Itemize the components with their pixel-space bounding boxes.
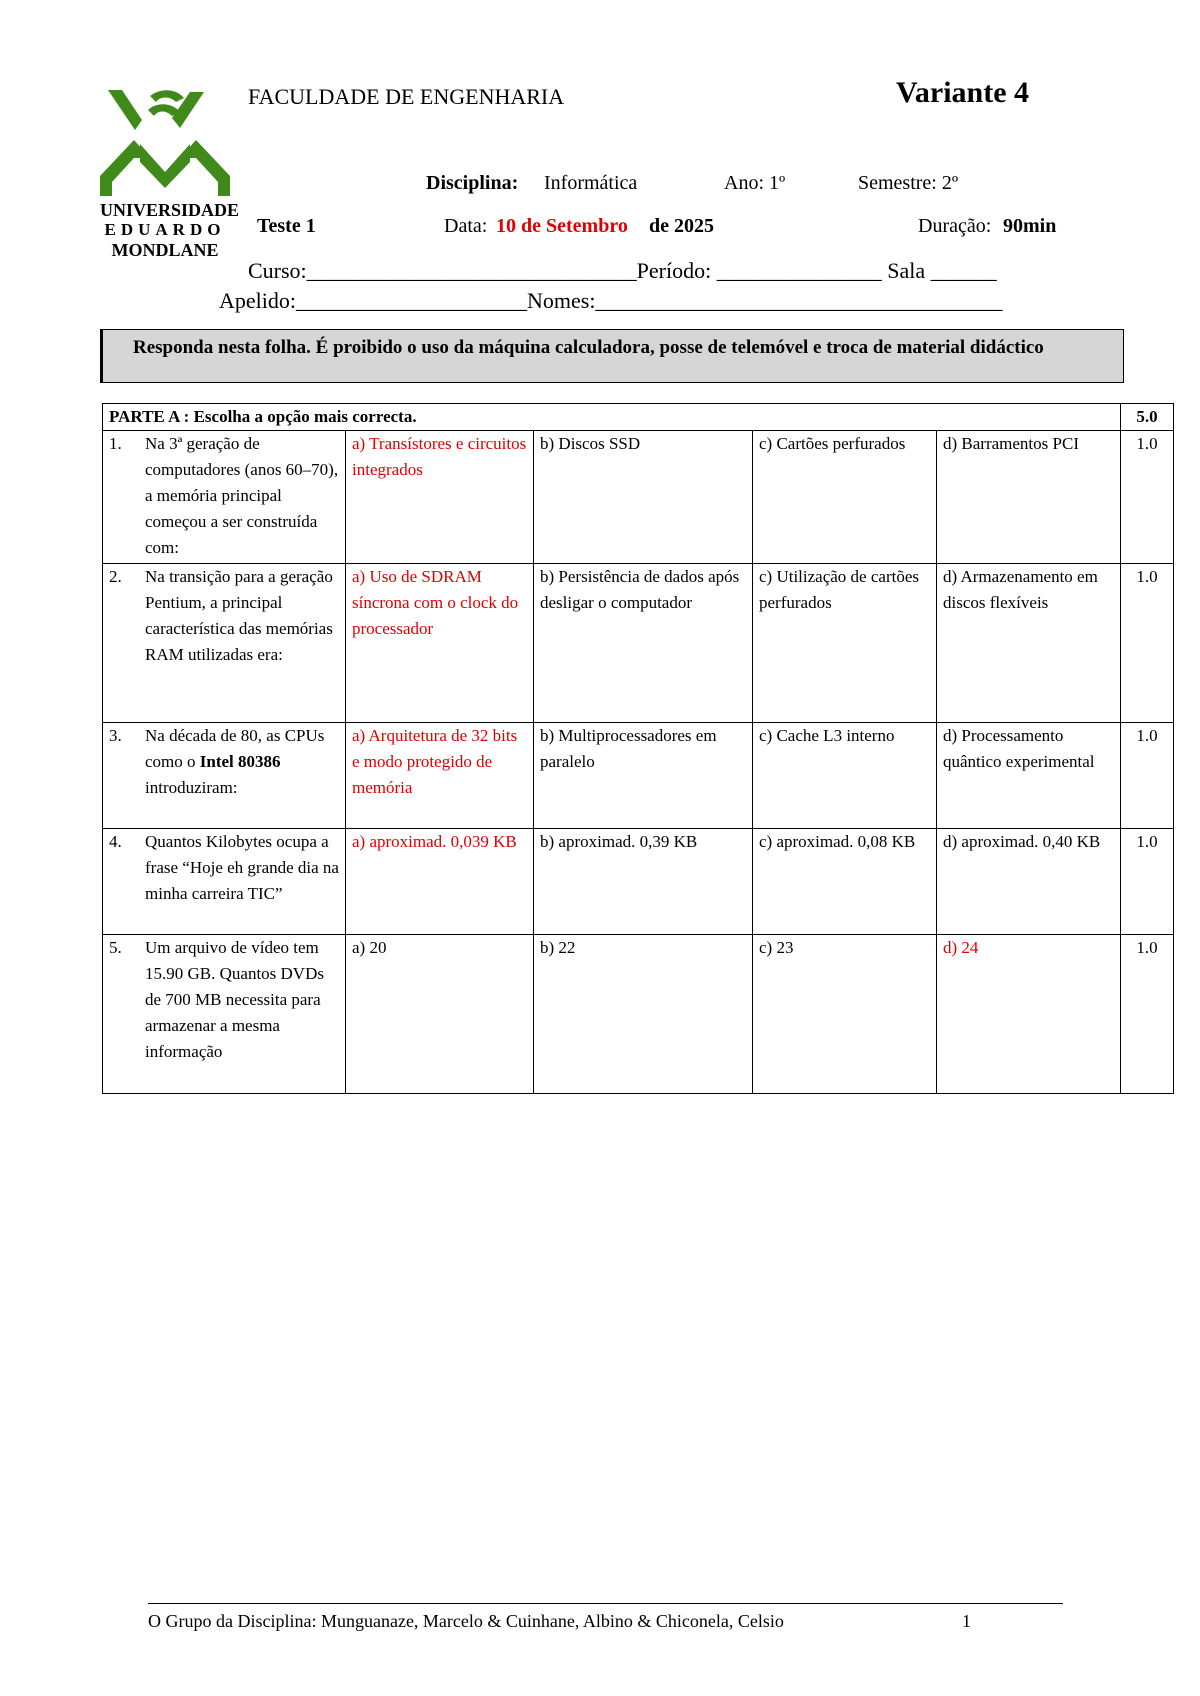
question-text-bold: Intel 80386 [199, 752, 281, 771]
questions-table [102, 403, 1174, 1094]
footer-authors: O Grupo da Disciplina: Munguanaze, Marcelo & Cuinhane, Albino & Chiconela, Celsio [148, 1611, 784, 1631]
question-text-part: introduziram: [145, 778, 238, 797]
question-cell [103, 564, 346, 723]
question-score: 1.0 [1121, 935, 1174, 1094]
variant-title: Variante 4 [896, 76, 1030, 109]
option-a[interactable]: a) Transístores e circuitos integrados [346, 431, 534, 564]
table-row [103, 564, 1174, 723]
option-a[interactable]: a) Uso de SDRAM síncrona com o clock do processador [346, 564, 534, 723]
option-a[interactable]: a) Arquitetura de 32 bits e modo protegido de memória [346, 723, 534, 829]
option-d[interactable]: d) 24 [937, 935, 1121, 1094]
part-title: PARTE A : Escolha a opção mais correcta. [103, 404, 1121, 431]
question-cell [103, 829, 346, 935]
logo-text-line-2: EDUARDO [104, 220, 226, 239]
surname-fill-line[interactable]: Apelido:_____________________Nomes:_____________________________________ [219, 288, 1003, 313]
question-score: 1.0 [1121, 431, 1174, 564]
question-number: 2. [109, 567, 122, 586]
table-header-row [103, 404, 1174, 431]
date-year: de 2025 [649, 215, 714, 237]
option-c[interactable]: c) Cache L3 interno [753, 723, 937, 829]
test-title: Teste 1 [257, 215, 316, 237]
question-text: Na transição para a geração Pentium, a principal característica das memórias RAM utilizadas era: [145, 567, 333, 664]
date-value: 10 de Setembro [496, 215, 628, 237]
question-text: Um arquivo de vídeo tem 15.90 GB. Quantos DVDs de 700 MB necessita para armazenar a mesma informação [145, 938, 324, 1061]
option-c[interactable]: c) 23 [753, 935, 937, 1094]
question-score: 1.0 [1121, 829, 1174, 935]
question-number: 5. [109, 938, 122, 957]
table-row [103, 723, 1174, 829]
faculty-name: FACULDADE DE ENGENHARIA [248, 84, 565, 109]
option-b[interactable]: b) Multiprocessadores em paralelo [534, 723, 753, 829]
logo-emblem-icon [100, 88, 230, 198]
question-number: 3. [109, 726, 122, 745]
logo-text-line-3: MONDLANE [111, 240, 219, 260]
option-b[interactable]: b) 22 [534, 935, 753, 1094]
question-score: 1.0 [1121, 723, 1174, 829]
table-row [103, 431, 1174, 564]
footer-divider [148, 1603, 1063, 1604]
question-number: 1. [109, 434, 122, 453]
year-text: Ano: 1º [724, 172, 786, 194]
question-text [145, 723, 339, 801]
question-text: Na 3ª geração de computadores (anos 60–70), a memória principal começou a ser construída com: [145, 434, 339, 557]
option-d[interactable]: d) Processamento quântico experimental [937, 723, 1121, 829]
option-d[interactable]: d) Armazenamento em discos flexíveis [937, 564, 1121, 723]
discipline-value: Informática [544, 172, 638, 194]
course-fill-line[interactable]: Curso:______________________________Período: _______________ Sala ______ [248, 258, 997, 283]
semester-text: Semestre: 2º [858, 172, 959, 194]
option-d[interactable]: d) aproximad. 0,40 KB [937, 829, 1121, 935]
option-b[interactable]: b) Discos SSD [534, 431, 753, 564]
option-a[interactable]: a) 20 [346, 935, 534, 1094]
university-logo [100, 88, 240, 260]
option-c[interactable]: c) aproximad. 0,08 KB [753, 829, 937, 935]
question-text: Quantos Kilobytes ocupa a frase “Hoje eh grande dia na minha carreira TIC” [145, 832, 339, 903]
table-row [103, 935, 1174, 1094]
question-cell [103, 431, 346, 564]
option-c[interactable]: c) Utilização de cartões perfurados [753, 564, 937, 723]
question-cell [103, 723, 346, 829]
logo-text-line-1: UNIVERSIDADE [100, 200, 240, 220]
date-label: Data: [444, 215, 488, 237]
question-text-part: Na década de 80, as CPUs como o [145, 726, 325, 771]
page-number: 1 [962, 1611, 971, 1631]
question-cell [103, 935, 346, 1094]
discipline-label: Disciplina: [426, 172, 519, 194]
duration-value: 90min [1003, 215, 1057, 237]
option-b[interactable]: b) Persistência de dados após desligar o computador [534, 564, 753, 723]
option-b[interactable]: b) aproximad. 0,39 KB [534, 829, 753, 935]
part-score: 5.0 [1121, 404, 1174, 431]
option-a[interactable]: a) aproximad. 0,039 KB [346, 829, 534, 935]
question-score: 1.0 [1121, 564, 1174, 723]
question-number: 4. [109, 832, 122, 851]
option-d[interactable]: d) Barramentos PCI [937, 431, 1121, 564]
option-c[interactable]: c) Cartões perfurados [753, 431, 937, 564]
table-row [103, 829, 1174, 935]
instructions-notice: Responda nesta folha. É proibido o uso da máquina calculadora, posse de telemóvel e troca de material didáctico [100, 329, 1124, 383]
duration-label: Duração: [918, 215, 992, 237]
